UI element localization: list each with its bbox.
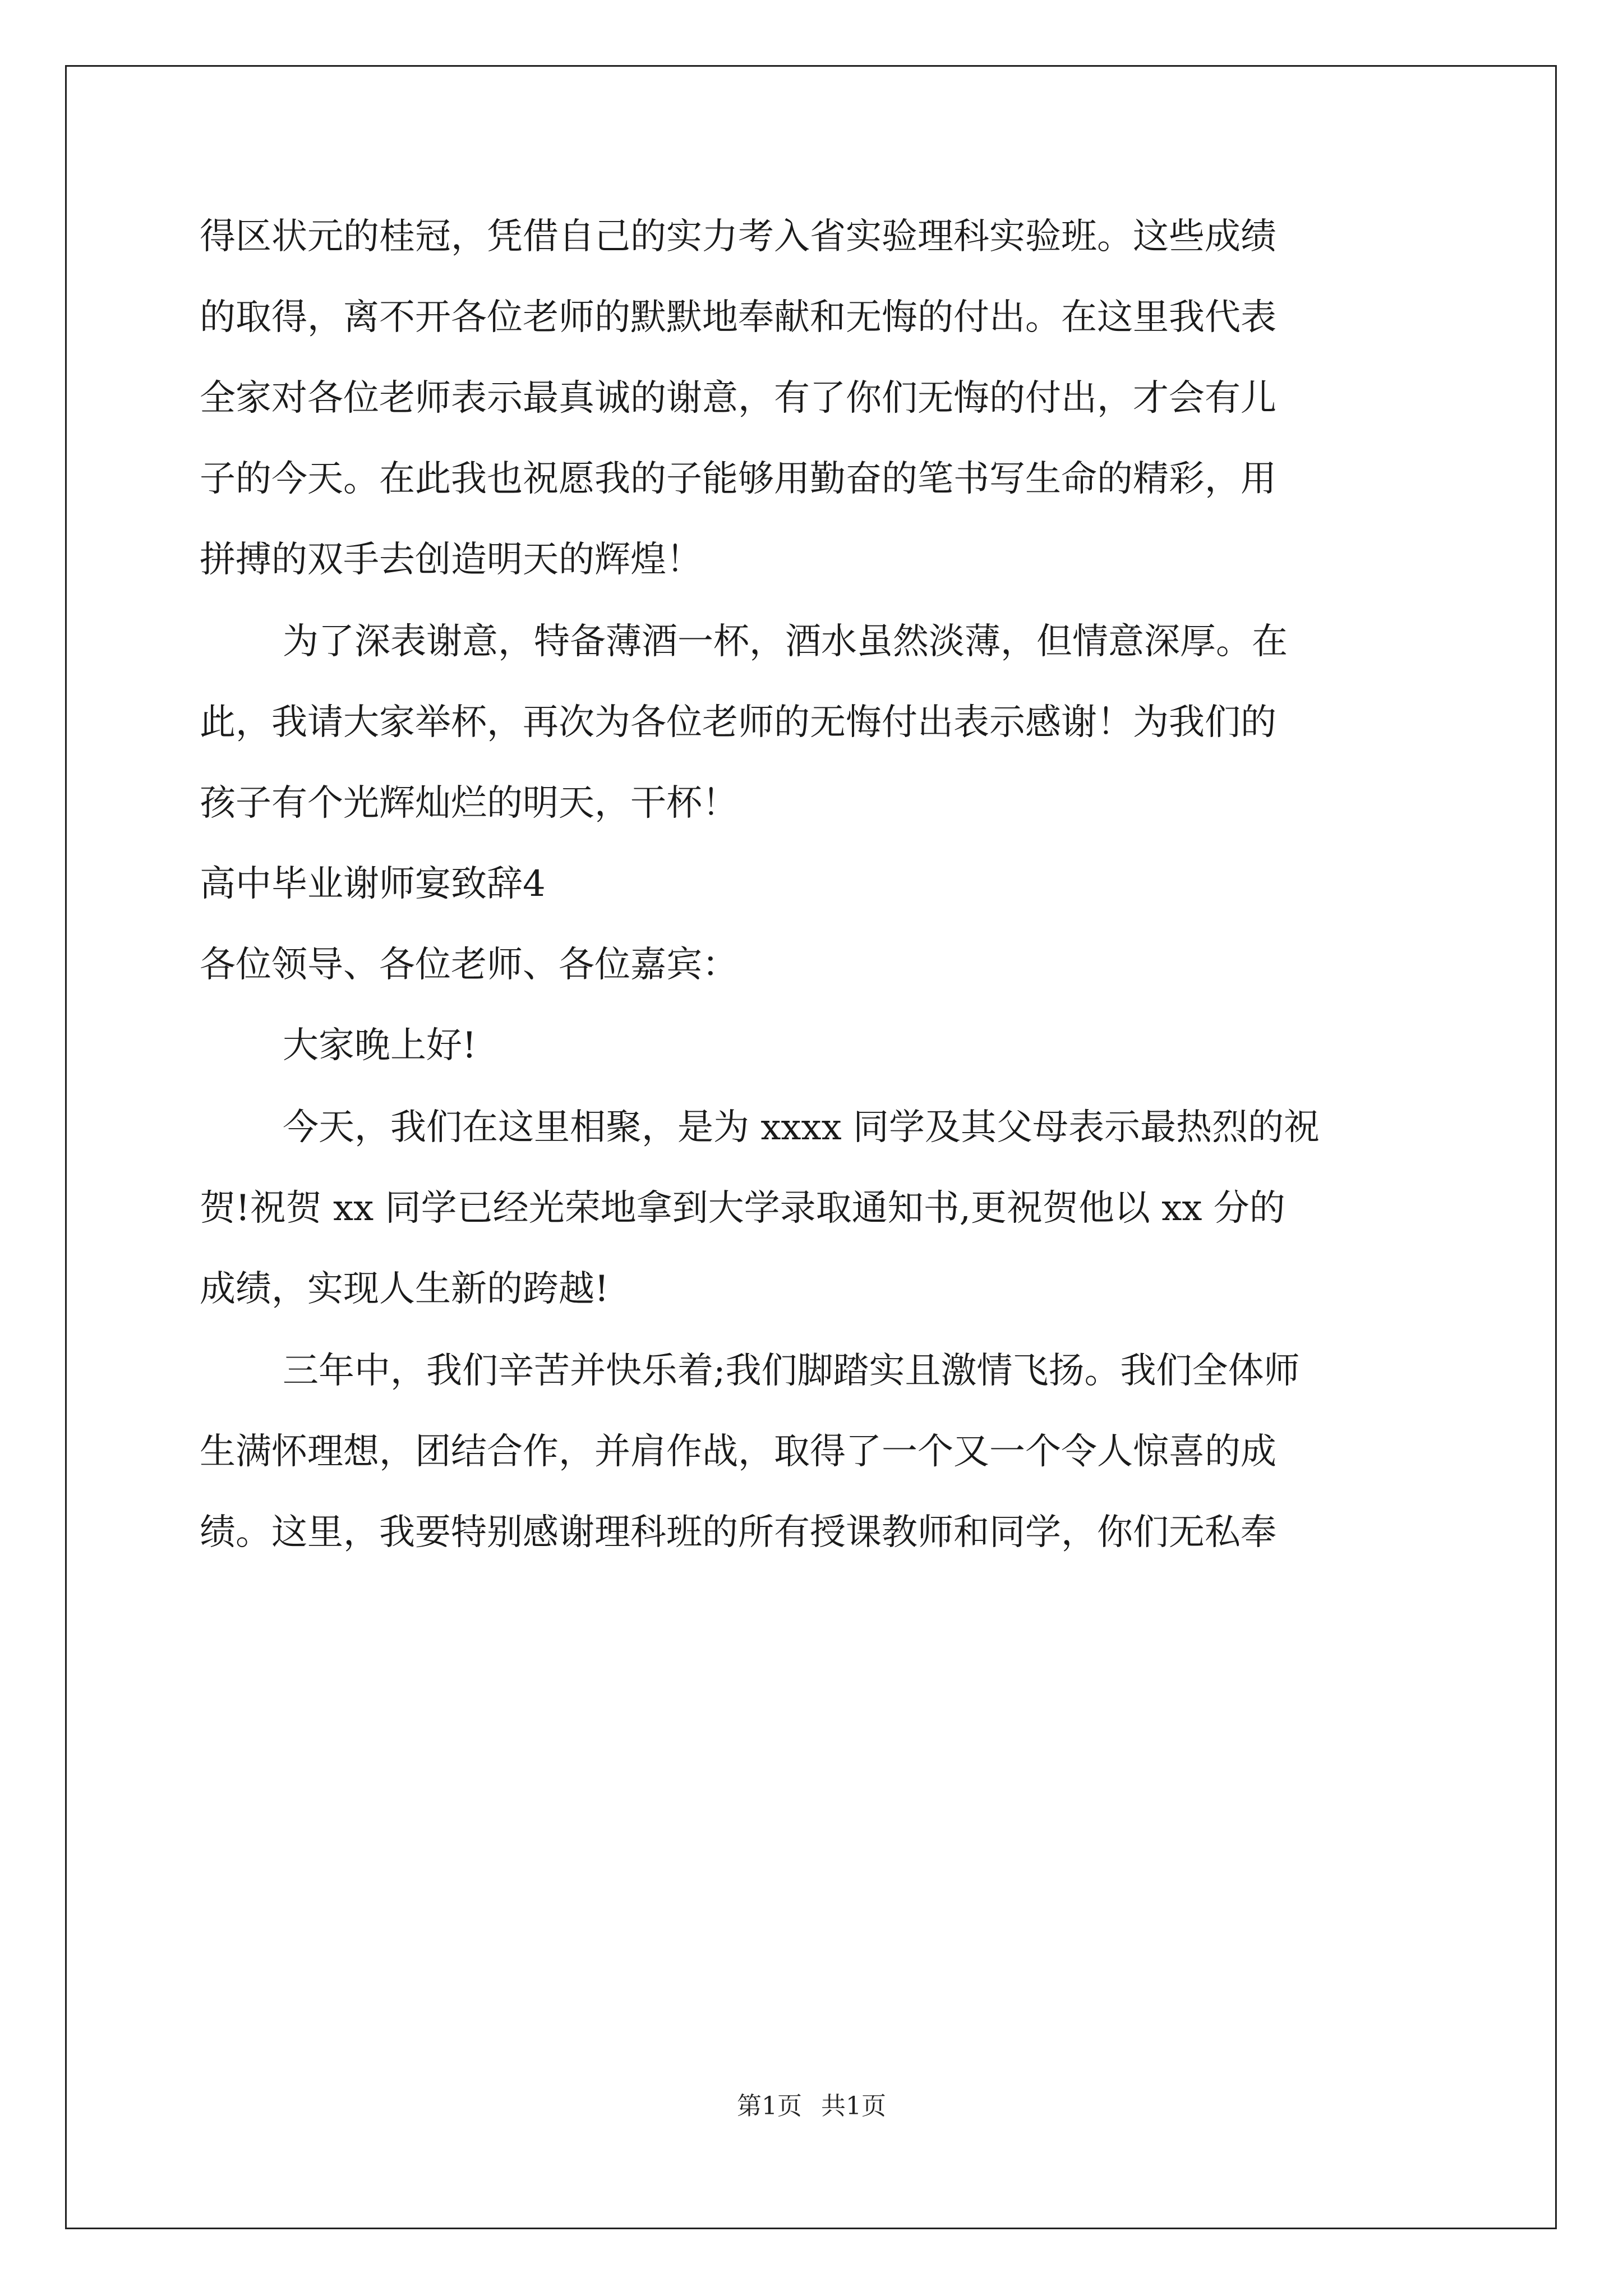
text-line: 拼搏的双手去创造明天的辉煌！ — [200, 539, 702, 581]
text-line: 贺!祝贺 xx 同学已经光荣地拿到大学录取通知书,更祝贺他以 xx 分的 — [200, 1188, 1285, 1229]
text-line: 生满怀理想，团结合作，并肩作战，取得了一个又一个令人惊喜的成 — [200, 1431, 1276, 1473]
text-line: 绩。这里，我要特别感谢理科班的所有授课教师和同学，你们无私奉 — [200, 1512, 1276, 1553]
text-line: 三年中，我们辛苦并快乐着;我们脚踏实且激情飞扬。我们全体师 — [283, 1350, 1300, 1392]
salutation: 各位领导、各位老师、各位嘉宾： — [200, 944, 738, 986]
section-heading: 高中毕业谢师宴致辞4 — [200, 863, 546, 905]
text-line: 全家对各位老师表示最真诚的谢意，有了你们无悔的付出，才会有儿 — [200, 378, 1276, 419]
text-line: 子的今天。在此我也祝愿我的子能够用勤奋的笔书写生命的精彩，用 — [200, 458, 1276, 500]
text-line: 此，我请大家举杯，再次为各位老师的无悔付出表示感谢！为我们的 — [200, 702, 1276, 743]
greeting: 大家晚上好! — [283, 1025, 477, 1066]
page-footer — [0, 2092, 1623, 2120]
page-total: 共1页 — [821, 2092, 886, 2120]
text-line: 为了深表谢意，特备薄酒一杯，酒水虽然淡薄，但情意深厚。在 — [283, 621, 1288, 662]
text-line: 成绩，实现人生新的跨越! — [200, 1268, 609, 1310]
text-line: 的取得，离不开各位老师的默默地奉献和无悔的付出。在这里我代表 — [200, 297, 1276, 338]
text-line: 孩子有个光辉灿烂的明天，干杯！ — [200, 783, 738, 824]
page-number: 第1页 — [737, 2092, 802, 2120]
text-line: 得区状元的桂冠，凭借自己的实力考入省实验理科实验班。这些成绩 — [200, 216, 1276, 257]
text-line: 今天，我们在这里相聚，是为 xxxx 同学及其父母表示最热烈的祝 — [283, 1107, 1320, 1148]
